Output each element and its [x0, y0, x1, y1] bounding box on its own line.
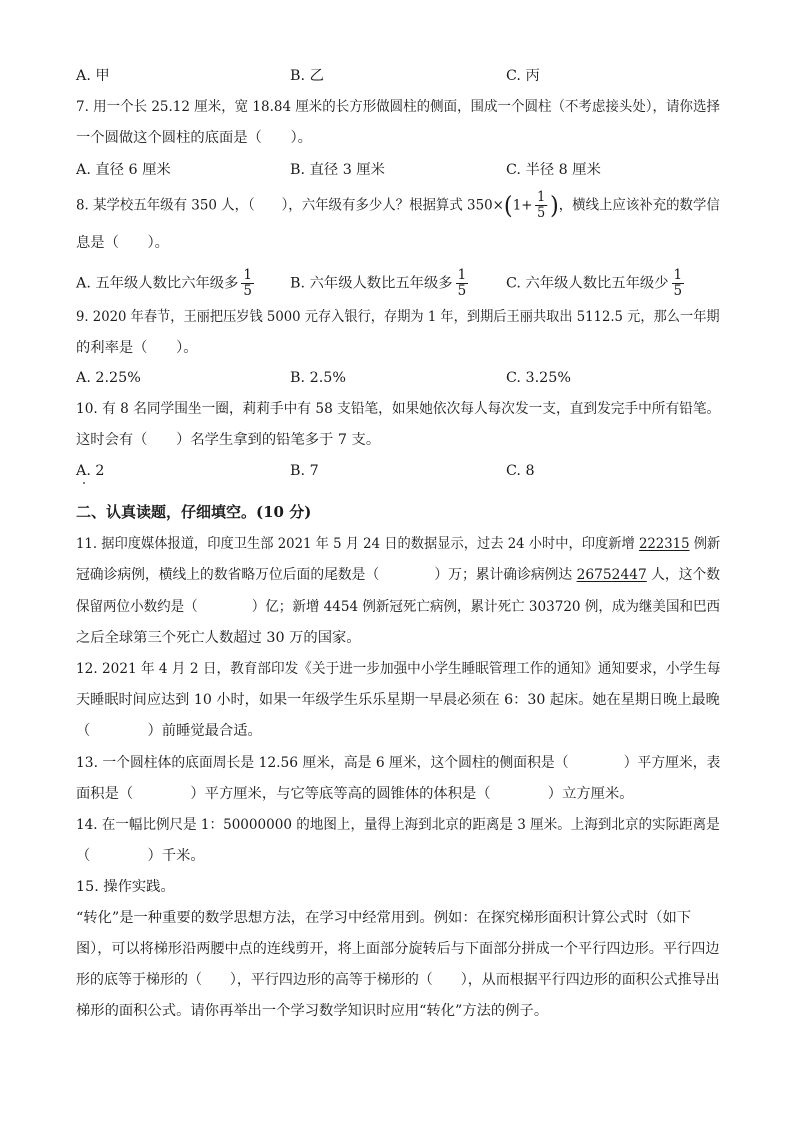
- q7-text-line2: 一个圆做这个圆柱的底面是（ ）。: [76, 130, 312, 146]
- q12-text-line2: 天睡眠时间应达到 10 小时，如果一年级学生乐乐星期一早晨必须在 6：30 起床。她在星期日晚上最晚: [76, 692, 720, 708]
- q8-option-a-fraction: [241, 268, 254, 299]
- q10-text-line1: 10. 有 8 名同学围坐一圈，莉莉手中有 58 支铅笔，如果她依次每人每次发一支，直到发完手中所有铅笔。: [76, 401, 721, 417]
- q11-line2-pre: 冠确诊病例，横线上的数省略万位后面的尾数是（ ）万；累计确诊病例达: [76, 567, 577, 583]
- q11-line1-pre: 11. 据印度媒体报道，印度卫生部 2021 年 5 月 24 日的数据显示，过去 24 小时中，印度新增: [76, 536, 639, 552]
- q9-text-line1: 9. 2020 年春节，王丽把压岁钱 5000 元存入银行，存期为 1 年，到期后王丽共取出 5112.5 元，那么一年期: [76, 309, 720, 325]
- q14-text-line1: 14. 在一幅比例尺是 1：50000000 的地图上，量得上海到北京的距离是 3 厘米。上海到北京的实际距离是: [76, 817, 720, 833]
- fraction-denominator: 5: [673, 283, 683, 299]
- q11-text-line4: 之后全球第三个死亡人数超过 30 万的国家。: [76, 630, 361, 646]
- q8-option-c: [506, 268, 687, 299]
- q8-line1-post: ，横线上应该补充的数学信: [558, 197, 720, 214]
- q15-text-line4: 形的底等于梯形的（ ），平行四边形的高等于梯形的（ ），从而根据平行四边形的面积公式推导出: [76, 972, 720, 988]
- q8-open-paren: (: [503, 191, 513, 220]
- q9-option-c: C. 3.25%: [506, 370, 571, 386]
- q10-text-line2: 这时会有（ ）名学生拿到的铅笔多于 7 支。: [76, 432, 381, 448]
- q8-close-paren: ): [549, 191, 559, 220]
- q8-option-b-text: B. 六年级人数比五年级多: [290, 275, 453, 292]
- q10-option-a: A. 2: [76, 463, 105, 479]
- q8-option-a: [76, 268, 257, 299]
- fraction-denominator: 5: [457, 283, 467, 299]
- q9-option-a: A. 2.25%: [76, 370, 141, 386]
- q11-text-line2: [76, 565, 720, 585]
- fraction-numerator: 1: [457, 267, 467, 283]
- q11-line1-post: 例新: [689, 536, 721, 552]
- q9-option-b: B. 2.5%: [290, 370, 346, 386]
- q8-frac-numerator: 1: [537, 189, 546, 205]
- q8-option-b-fraction: [456, 268, 469, 299]
- q8-text-line1: [76, 190, 720, 221]
- fraction-denominator: 5: [243, 283, 252, 299]
- q8-option-c-text: C. 六年级人数比五年级少: [506, 275, 669, 292]
- q6-option-a: A. 甲: [76, 68, 110, 84]
- q11-underlined-number-new-cases: 222315: [638, 536, 690, 552]
- q9-text-line2: 的利率是（ ）。: [76, 340, 198, 356]
- q13-text-line1: 13. 一个圆柱体的底面周长是 12.56 厘米，高是 6 厘米，这个圆柱的侧面积是（ ）平方厘米，表: [76, 755, 721, 771]
- q8-line1-pre: 8. 某学校五年级有 350 人，（ ），六年级有多少人？根据算式 350×: [76, 197, 504, 214]
- q8-option-b: [290, 268, 471, 299]
- q14-text-line2: （ ）千米。: [76, 848, 205, 864]
- q15-text-line2: “转化”是一种重要的数学思想方法，在学习中经常用到。例如：在探究梯形面积计算公式时（如下: [76, 910, 692, 926]
- q12-text-line1: 12. 2021 年 4 月 2 日，教育部印发《关于进一步加强中小学生睡眠管理工作的通知》通知要求，小学生每: [76, 661, 721, 677]
- q10-option-c: C. 8: [506, 463, 535, 479]
- section-2-heading: 二、认真读题，仔细填空。(10 分): [76, 503, 312, 521]
- q8-formula-fraction: [535, 190, 547, 221]
- fraction-numerator: 1: [673, 267, 683, 283]
- q6-option-c: C. 丙: [506, 68, 540, 84]
- q7-option-b: B. 直径 3 厘米: [290, 162, 385, 178]
- q13-text-line2: 面积是（ ）平方厘米，与它等底等高的圆锥体的体积是（ ）立方厘米。: [76, 786, 634, 802]
- q7-text-line1: 7. 用一个长 25.12 厘米，宽 18.84 厘米的长方形做圆柱的侧面，围成一个圆柱（不考虑接头处），请你选择: [76, 99, 720, 115]
- q15-text-line5: 梯形的面积公式。请你再举出一个学习数学知识时应用“转化”方法的例子。: [76, 1003, 549, 1019]
- q11-line2-post: 人，这个数: [646, 567, 721, 583]
- q8-text-line2: 息是（ ）。: [76, 235, 169, 251]
- q8-option-a-text: A. 五年级人数比六年级多: [76, 275, 239, 292]
- q11-underlined-number-total-cases: 26752447: [576, 567, 647, 583]
- q15-text-line3: 图），可以将梯形沿两腰中点的连线剪开，将上面部分旋转后与下面部分拼成一个平行四边形。平行四边: [76, 941, 720, 957]
- q7-option-c: C. 半径 8 厘米: [506, 162, 601, 178]
- q11-text-line1: [76, 534, 720, 554]
- q11-text-line3: 保留两位小数约是（ ）亿；新增 4454 例新冠死亡病例，累计死亡 303720 例，成为继美国和巴西: [76, 599, 721, 615]
- q10-option-b: B. 7: [290, 463, 319, 479]
- q8-frac-denominator: 5: [537, 205, 546, 221]
- q6-option-b: B. 乙: [290, 68, 324, 84]
- stray-dot: [83, 482, 85, 484]
- q15-text-line1: 15. 操作实践。: [76, 879, 175, 895]
- fraction-numerator: 1: [243, 267, 252, 283]
- q7-option-a: A. 直径 6 厘米: [76, 162, 171, 178]
- q8-option-c-fraction: [672, 268, 685, 299]
- q12-text-line3: （ ）前睡觉最合适。: [76, 723, 262, 739]
- q8-one-plus: 1+: [512, 197, 533, 214]
